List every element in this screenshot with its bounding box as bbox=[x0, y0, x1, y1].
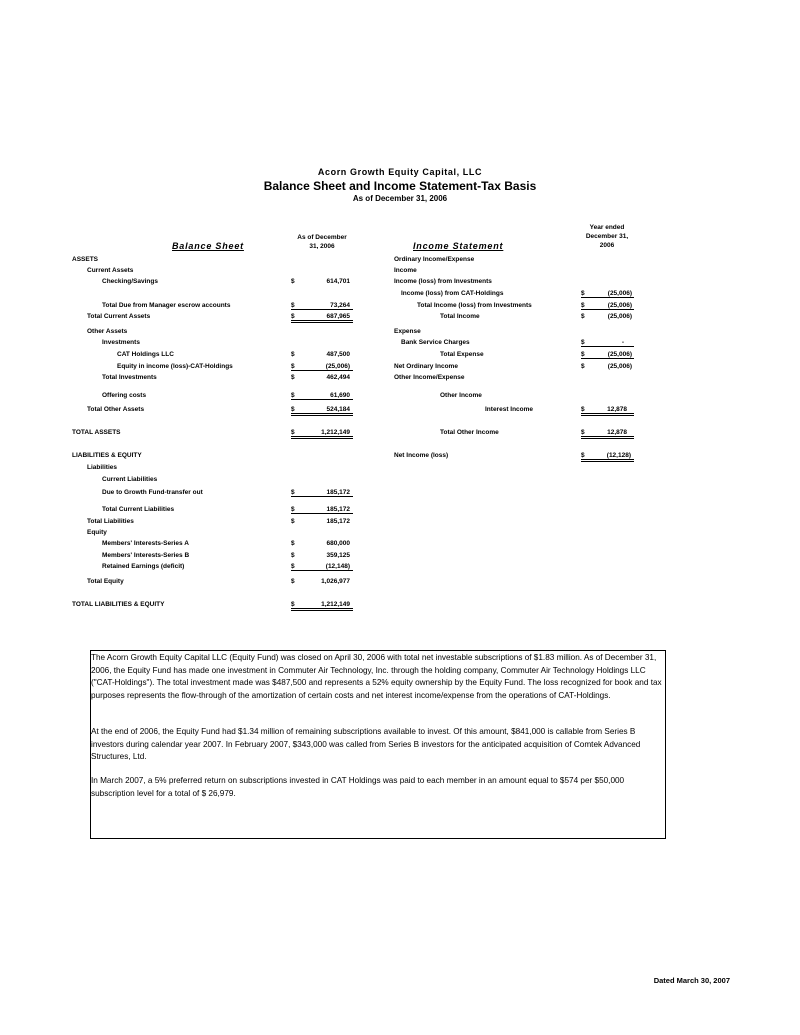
row-currency: $ bbox=[291, 578, 295, 585]
income-column-header-line-2: December 31, bbox=[585, 233, 629, 240]
row-label: ASSETS bbox=[72, 256, 99, 263]
row-amount: 680,000 bbox=[326, 540, 350, 547]
row-label: Members' Interests-Series B bbox=[102, 552, 190, 559]
row-amount: 524,184 bbox=[326, 406, 350, 413]
row-label: Checking/Savings bbox=[102, 278, 158, 285]
row-label: Retained Earnings (deficit) bbox=[102, 563, 185, 570]
row-label: Total Equity bbox=[87, 578, 124, 585]
row-currency: $ bbox=[291, 563, 353, 571]
row-label: Net Income (loss) bbox=[394, 452, 449, 459]
row-currency: $ bbox=[291, 374, 295, 381]
row-label: Net Ordinary Income bbox=[394, 363, 458, 370]
row-currency: $ bbox=[291, 406, 353, 416]
income-row-total-other-income bbox=[0, 429, 800, 439]
row-currency: $ bbox=[581, 302, 634, 310]
row-currency: $ bbox=[291, 552, 295, 559]
balance-row-current-liabilities bbox=[0, 476, 400, 486]
row-label: Equity bbox=[87, 529, 107, 536]
income-row-income-from-investments bbox=[0, 278, 800, 288]
row-amount: 12,878 bbox=[607, 429, 627, 436]
row-label: Liabilities bbox=[87, 464, 117, 471]
row-amount: 1,026,977 bbox=[321, 578, 350, 585]
row-label: Other Income bbox=[440, 392, 482, 399]
row-currency: $ bbox=[581, 339, 634, 347]
row-amount: 73,264 bbox=[330, 302, 350, 309]
income-column-header-line-3: 2006 bbox=[599, 242, 615, 249]
row-amount: 185,172 bbox=[326, 506, 350, 513]
row-label: Other Assets bbox=[87, 328, 128, 335]
balance-row-total-current-liabilities bbox=[0, 506, 400, 516]
row-label: Investments bbox=[102, 339, 140, 346]
income-row-income bbox=[0, 267, 800, 277]
row-currency: $ bbox=[581, 313, 585, 320]
row-label: Total Due from Manager escrow accounts bbox=[102, 302, 231, 309]
row-currency: $ bbox=[291, 313, 353, 323]
row-label: Total Current Liabilities bbox=[102, 506, 175, 513]
row-amount: 1,212,149 bbox=[321, 601, 350, 608]
row-amount: 61,690 bbox=[330, 392, 350, 399]
row-currency: $ bbox=[291, 429, 353, 439]
balance-row-total-liabilities-equity bbox=[0, 601, 400, 611]
balance-row-total-equity bbox=[0, 578, 400, 588]
row-amount: 614,701 bbox=[326, 278, 350, 285]
row-amount: - bbox=[621, 339, 624, 346]
row-label: Due to Growth Fund-transfer out bbox=[102, 489, 203, 496]
income-row-expense bbox=[0, 328, 800, 338]
income-row-net-income bbox=[0, 452, 800, 462]
note-paragraph: The Acorn Growth Equity Capital LLC (Equity Fund) was closed on April 30, 2006 with total net investable subscriptions of $1.83 million. As of December 31, 2006, the Equity Fund has made one investment in Commuter Air Technology, Inc. through the holding company, Commuter Air Technology Holdings LLC ("CAT-Holdings"). The total investment made was $487,500 and represents a 52% equity ownership by the Equity Fund. The loss recognized for book and tax purposes represents the flow-through of the amortization of certain costs and net interest income/expense from the operations of CAT-Holdings. bbox=[91, 653, 662, 700]
row-currency: $ bbox=[581, 429, 634, 439]
row-label: Offering costs bbox=[102, 392, 147, 399]
row-currency: $ bbox=[581, 406, 634, 416]
row-currency: $ bbox=[291, 489, 353, 497]
income-row-other-income bbox=[0, 392, 800, 402]
note-paragraph: In March 2007, a 5% preferred return on subscriptions invested in CAT Holdings was paid to each member in an amount equal to $574 per $50,000 subscription level for a total of $ 26,979. bbox=[91, 776, 625, 798]
income-row-total-expense bbox=[0, 351, 800, 361]
balance-column-header-line-2: 31, 2006 bbox=[309, 243, 335, 250]
row-currency: $ bbox=[291, 363, 353, 371]
income-statement-column-header bbox=[572, 223, 642, 250]
row-label: Total Income bbox=[440, 313, 480, 320]
row-amount: 462,494 bbox=[326, 374, 350, 381]
row-amount: (25,006) bbox=[607, 290, 632, 297]
row-amount: 185,172 bbox=[326, 518, 350, 525]
row-label: Income (loss) from CAT-Holdings bbox=[401, 290, 504, 297]
row-label: Total Liabilities bbox=[87, 518, 134, 525]
row-currency: $ bbox=[291, 601, 353, 611]
row-label: Total Income (loss) from Investments bbox=[417, 302, 532, 309]
row-amount: (25,006) bbox=[607, 363, 632, 370]
row-label: Expense bbox=[394, 328, 421, 335]
notes-box bbox=[90, 650, 666, 839]
company-name: Acorn Growth Equity Capital, LLC bbox=[317, 167, 483, 177]
row-currency: $ bbox=[291, 506, 353, 514]
income-row-interest-income bbox=[0, 406, 800, 416]
row-amount: (25,006) bbox=[325, 363, 350, 370]
balance-sheet-column-header bbox=[284, 233, 360, 251]
row-label: Income (loss) from Investments bbox=[394, 278, 492, 285]
income-row-net-ordinary bbox=[0, 363, 800, 373]
row-currency: $ bbox=[291, 540, 295, 547]
row-label: Total Other Assets bbox=[87, 406, 145, 413]
row-label: LIABILITIES & EQUITY bbox=[72, 452, 142, 459]
row-label: Bank Service Charges bbox=[401, 339, 470, 346]
balance-column-header-line-1: As of December bbox=[297, 234, 347, 241]
income-row-income-cat-holdings bbox=[0, 290, 800, 300]
row-label: Current Assets bbox=[87, 267, 134, 274]
row-currency: $ bbox=[581, 363, 585, 370]
row-amount: 687,965 bbox=[326, 313, 350, 320]
row-label: Total Current Assets bbox=[87, 313, 151, 320]
report-date: As of December 31, 2006 bbox=[352, 194, 448, 203]
row-label: Total Investments bbox=[102, 374, 157, 381]
row-label: TOTAL ASSETS bbox=[72, 429, 121, 436]
row-label: Total Other Income bbox=[440, 429, 499, 436]
row-amount: 185,172 bbox=[326, 489, 350, 496]
row-currency: $ bbox=[581, 351, 634, 359]
balance-row-series-a bbox=[0, 540, 400, 550]
row-currency: $ bbox=[291, 392, 353, 400]
row-amount: (12,148) bbox=[325, 563, 350, 570]
income-statement-title: Income Statement bbox=[413, 241, 504, 251]
income-row-bank-charges bbox=[0, 339, 800, 349]
row-label: Members' Interests-Series A bbox=[102, 540, 189, 547]
row-amount: (25,006) bbox=[607, 302, 632, 309]
income-row-ordinary bbox=[0, 256, 800, 266]
row-label: Ordinary Income/Expense bbox=[394, 256, 475, 263]
row-label: Income bbox=[394, 267, 417, 274]
balance-row-liabilities bbox=[0, 464, 400, 474]
row-currency: $ bbox=[291, 302, 353, 310]
row-amount: 12,878 bbox=[607, 406, 627, 413]
row-currency: $ bbox=[291, 278, 295, 285]
income-row-other-income-expense bbox=[0, 374, 800, 384]
row-amount: 1,212,149 bbox=[321, 429, 350, 436]
balance-sheet-title: Balance Sheet bbox=[172, 241, 244, 251]
row-label: Equity in income (loss)-CAT-Holdings bbox=[117, 363, 233, 370]
row-label: Total Expense bbox=[440, 351, 484, 358]
balance-row-due-to-growth-fund bbox=[0, 489, 400, 499]
row-label: Other Income/Expense bbox=[394, 374, 465, 381]
row-amount: 487,500 bbox=[326, 351, 350, 358]
balance-row-retained-earnings bbox=[0, 563, 400, 573]
balance-row-total-liabilities bbox=[0, 518, 400, 528]
row-label: TOTAL LIABILITIES & EQUITY bbox=[72, 601, 165, 608]
row-currency: $ bbox=[291, 518, 295, 525]
row-label: Current Liabilities bbox=[102, 476, 158, 483]
row-currency: $ bbox=[291, 351, 295, 358]
income-column-header-line-1: Year ended bbox=[589, 224, 625, 231]
row-amount: 359,125 bbox=[326, 552, 350, 559]
balance-row-series-b bbox=[0, 552, 400, 562]
row-amount: (12,128) bbox=[606, 452, 631, 459]
row-label: CAT Holdings LLC bbox=[117, 351, 174, 358]
row-amount: (25,006) bbox=[607, 351, 632, 358]
income-row-total-income-investments bbox=[0, 302, 800, 312]
note-paragraph: At the end of 2006, the Equity Fund had $1.34 million of remaining subscriptions available to invest. Of this amount, $841,000 is callable from Series B investors during calendar year 2007. In February 2007, $343,000 was called from Series B investors for the anticipated acquisition of Comtek Advanced Structures, Ltd. bbox=[91, 727, 641, 761]
report-title: Balance Sheet and Income Statement-Tax Basis bbox=[263, 179, 537, 193]
row-label: Interest Income bbox=[485, 406, 534, 413]
row-currency: $ bbox=[581, 290, 634, 298]
row-currency: $ bbox=[581, 452, 634, 462]
balance-row-equity bbox=[0, 529, 400, 539]
dated-footer: Dated March 30, 2007 bbox=[653, 976, 730, 985]
row-amount: (25,006) bbox=[607, 313, 632, 320]
income-row-total-income bbox=[0, 313, 800, 323]
